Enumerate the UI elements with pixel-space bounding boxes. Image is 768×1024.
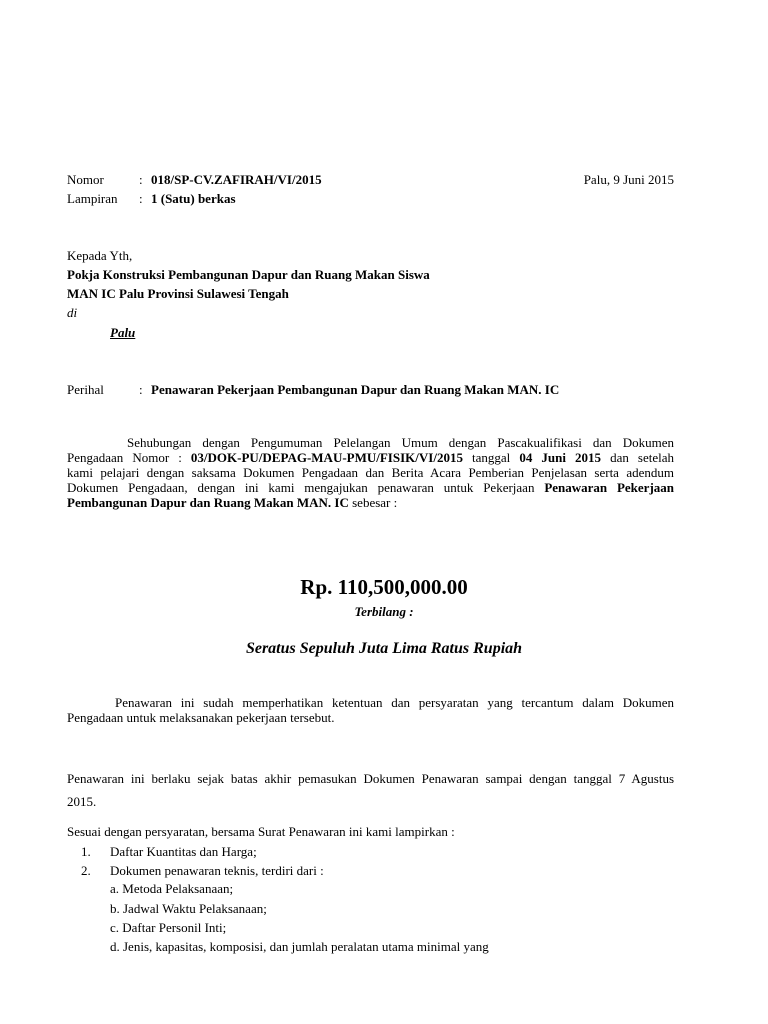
attachment-item-1: Daftar Kuantitas dan Harga;: [110, 844, 257, 859]
perihal-colon: :: [139, 382, 143, 397]
terbilang-label: Terbilang :: [354, 604, 414, 619]
amount-in-words: Seratus Sepuluh Juta Lima Ratus Rupiah: [245, 640, 523, 657]
nomor-colon: :: [139, 172, 143, 187]
intro-line-5-text: sebesar :: [352, 495, 398, 510]
perihal-value: Penawaran Pekerjaan Pembangunan Dapur dan Ruang Makan MAN. IC: [151, 382, 560, 397]
offer-amount: Rp. 110,500,000.00: [300, 575, 468, 599]
place-date: Palu, 9 Juni 2015: [583, 172, 674, 187]
intro-line-4-bold: Penawaran Pekerjaan: [544, 480, 675, 495]
intro-line-5: [67, 495, 674, 510]
recipient-line1: Pokja Konstruksi Pembangunan Dapur dan Ruang Makan Siswa: [67, 267, 430, 282]
paragraph-compliance: [67, 695, 674, 725]
intro-line-1: Sehubungan dengan Pengumuman Pelelangan Umum dengan Pascakualifikasi dan Dokumen: [127, 435, 674, 450]
nomor-label: Nomor: [67, 172, 104, 187]
document-date: 04 Juni 2015: [519, 450, 602, 465]
attachment-subitem-c: c. Daftar Personil Inti;: [110, 920, 227, 935]
compliance-line-1: Penawaran ini sudah memperhatikan ketentuan dan persyaratan yang tercantum dalam Dokumen: [115, 695, 674, 710]
validity-line-2: 2015.: [67, 794, 97, 809]
recipient-line2: MAN IC Palu Provinsi Sulawesi Tengah: [67, 286, 289, 301]
lampiran-label: Lampiran: [67, 191, 118, 206]
attachments-intro: Sesuai dengan persyaratan, bersama Surat Penawaran ini kami lampirkan :: [67, 824, 455, 839]
attachment-subitem-d: d. Jenis, kapasitas, komposisi, dan jumlah peralatan utama minimal yang: [110, 939, 489, 954]
paragraph-intro: [67, 435, 674, 510]
lampiran-value: 1 (Satu) berkas: [151, 191, 236, 206]
document-number: 03/DOK-PU/DEPAG-MAU-PMU/FISIK/VI/2015: [190, 450, 463, 465]
attachment-item-2: Dokumen penawaran teknis, terdiri dari :: [110, 863, 324, 878]
attachment-subitem-b: b. Jadwal Waktu Pelaksanaan;: [110, 901, 267, 916]
paragraph-validity: [67, 767, 674, 813]
attachment-num-1: 1.: [81, 844, 91, 859]
intro-line-5-bold: Pembangunan Dapur dan Ruang Makan MAN. IC: [67, 495, 349, 510]
intro-line-4-text: Dokumen Pengadaan, dengan ini kami mengajukan penawaran untuk Pekerjaan: [67, 480, 535, 495]
intro-line-2: [67, 450, 674, 465]
intro-line-4: [67, 480, 674, 495]
attachment-subitem-a: a. Metoda Pelaksanaan;: [110, 881, 234, 896]
intro-line-2-end: dan setelah: [610, 450, 675, 465]
recipient-di: di: [67, 305, 78, 320]
recipient-city: Palu: [110, 325, 136, 340]
intro-line-2-text: Pengadaan Nomor :: [67, 450, 182, 465]
perihal-label: Perihal: [67, 382, 104, 397]
intro-line-3: kami pelajari dengan saksama Dokumen Pengadaan dan Berita Acara Pemberian Penjelasan serta adendum: [67, 465, 674, 480]
nomor-value: 018/SP-CV.ZAFIRAH/VI/2015: [151, 172, 322, 187]
attachment-num-2: 2.: [81, 863, 91, 878]
lampiran-colon: :: [139, 191, 143, 206]
validity-line-1: Penawaran ini berlaku sejak batas akhir pemasukan Dokumen Penawaran sampai dengan tanggal 7 Agustus: [67, 771, 674, 786]
intro-line-2-tanggal: tanggal: [472, 450, 511, 465]
salutation: Kepada Yth,: [67, 248, 133, 263]
compliance-line-2: Pengadaan untuk melaksanakan pekerjaan tersebut.: [67, 710, 335, 725]
